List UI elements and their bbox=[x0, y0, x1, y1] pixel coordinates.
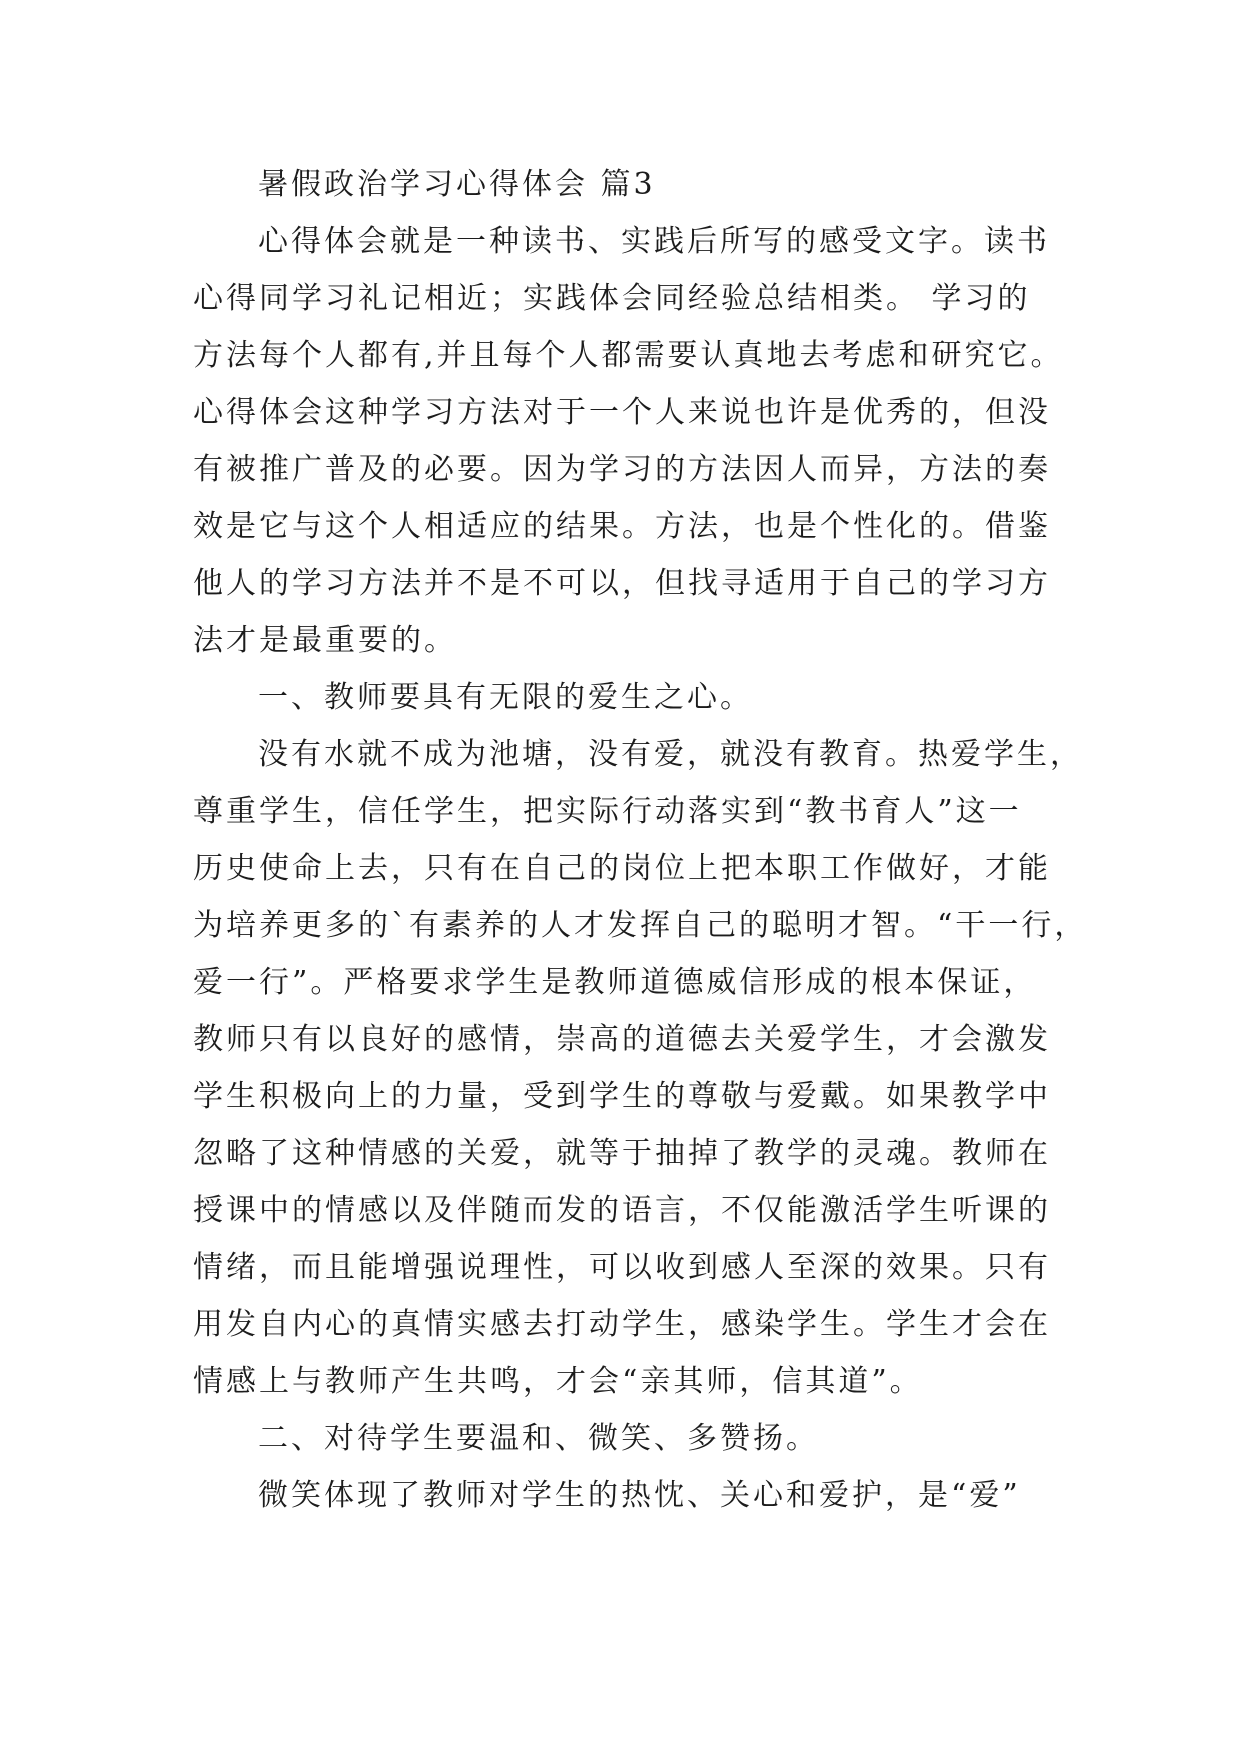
section-heading: 一、教师要具有无限的爱生之心。 bbox=[258, 680, 753, 715]
text-line: 情感上与教师产生共鸣，才会“亲其师，信其道”。 bbox=[193, 1364, 923, 1399]
section-heading: 二、对待学生要温和、微笑、多赞扬。 bbox=[258, 1421, 819, 1456]
text-line: 没有水就不成为池塘，没有爱，就没有教育。热爱学生， bbox=[258, 737, 1083, 772]
text-line: 方法每个人都有,并且每个人都需要认真地去考虑和研究它。 bbox=[193, 338, 1064, 373]
text-line: 尊重学生，信任学生，把实际行动落实到“教书育人”这一 bbox=[193, 794, 1022, 829]
text-line: 心得体会这种学习方法对于一个人来说也许是优秀的，但没 bbox=[193, 395, 1051, 430]
text-line: 用发自内心的真情实感去打动学生，感染学生。学生才会在 bbox=[193, 1307, 1051, 1342]
text-line: 法才是最重要的。 bbox=[193, 623, 457, 658]
text-line: 忽略了这种情感的关爱，就等于抽掉了教学的灵魂。教师在 bbox=[193, 1136, 1051, 1171]
text-line: 心得体会就是一种读书、实践后所写的感受文字。读书 bbox=[258, 224, 1050, 259]
text-line: 爱一行”。严格要求学生是教师道德威信形成的根本保证， bbox=[193, 965, 1037, 1000]
text-line: 有被推广普及的必要。因为学习的方法因人而异，方法的奏 bbox=[193, 452, 1051, 487]
text-line: 历史使命上去，只有在自己的岗位上把本职工作做好，才能 bbox=[193, 851, 1051, 886]
text-line: 效是它与这个人相适应的结果。方法，也是个性化的。借鉴 bbox=[193, 509, 1051, 544]
document-title: 暑假政治学习心得体会 篇3 bbox=[258, 167, 656, 202]
text-line: 他人的学习方法并不是不可以，但找寻适用于自己的学习方 bbox=[193, 566, 1051, 601]
text-line: 为培养更多的`有素养的人才发挥自己的聪明才智。“干一行， bbox=[193, 908, 1088, 943]
text-line: 教师只有以良好的感情，崇高的道德去关爱学生，才会激发 bbox=[193, 1022, 1051, 1057]
text-line: 微笑体现了教师对学生的热忱、关心和爱护，是“爱” bbox=[258, 1478, 1021, 1513]
text-line: 心得同学习礼记相近；实践体会同经验总结相类。 学习的 bbox=[193, 281, 1031, 316]
text-line: 情绪，而且能增强说理性，可以收到感人至深的效果。只有 bbox=[193, 1250, 1051, 1285]
text-line: 授课中的情感以及伴随而发的语言，不仅能激活学生听课的 bbox=[193, 1193, 1051, 1228]
document-body bbox=[193, 156, 1088, 1524]
text-line: 学生积极向上的力量，受到学生的尊敬与爱戴。如果教学中 bbox=[193, 1079, 1051, 1114]
